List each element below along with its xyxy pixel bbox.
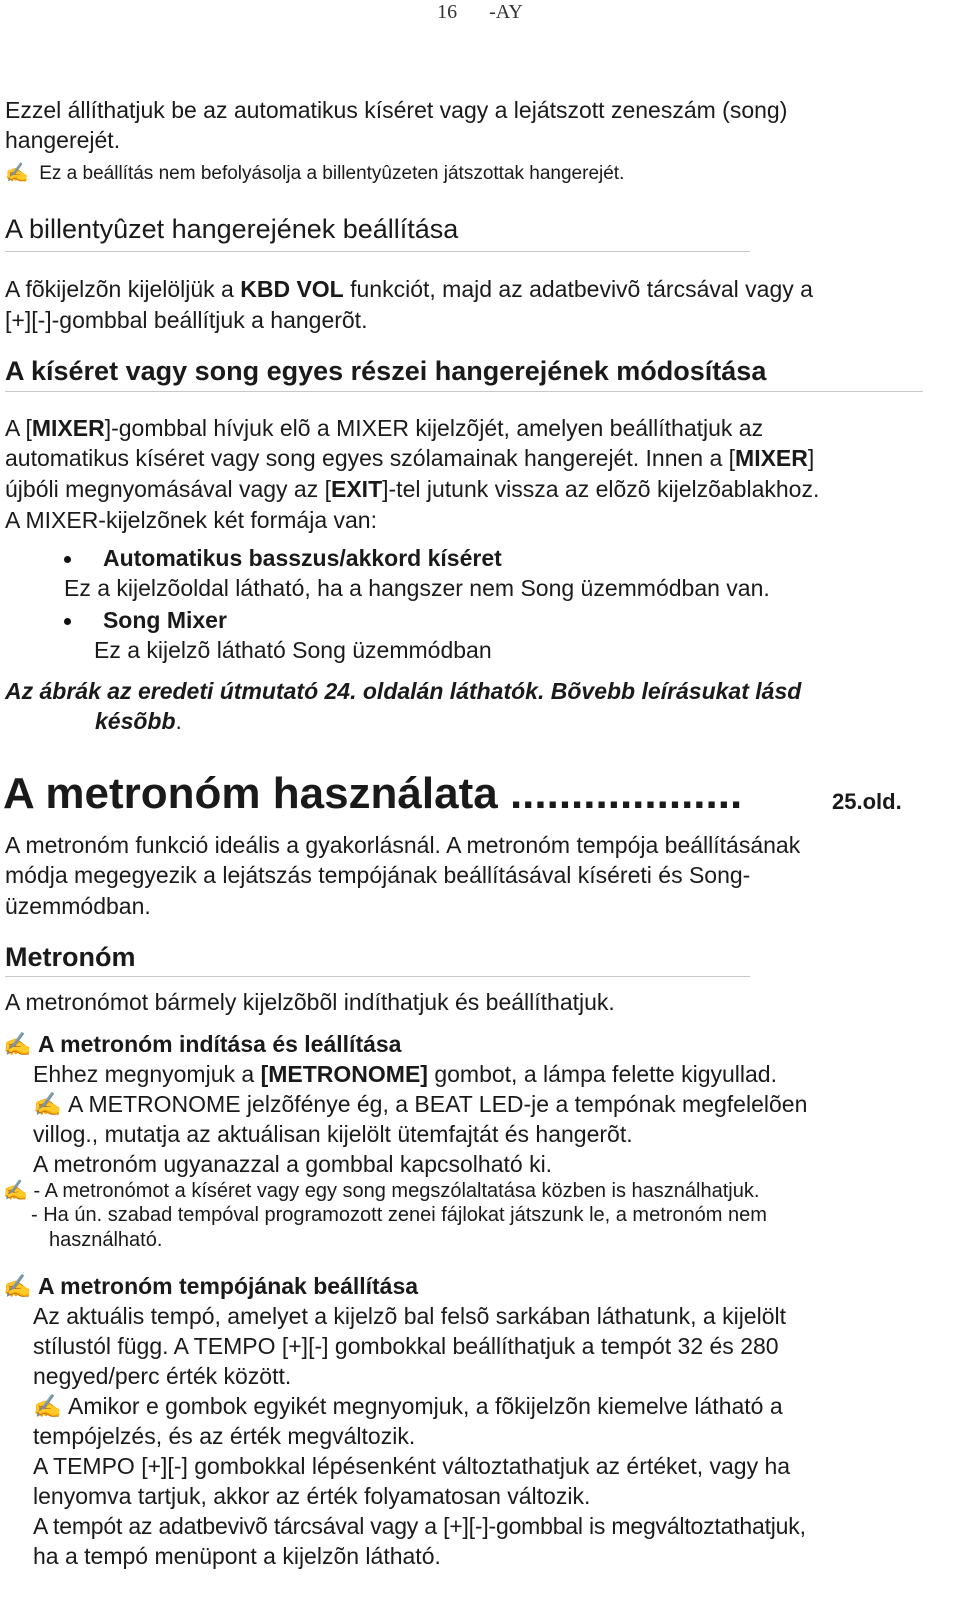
metronome-line-1: A metronóm funkció ideális a gyakorlásnál. A metronóm tempója beállításának — [5, 832, 801, 858]
writing-hand-icon: ✍ — [33, 1393, 62, 1419]
tempo-title: ✍ A metronóm tempójának beállítása — [3, 1273, 419, 1299]
bullet-icon — [64, 618, 71, 625]
mixer-heading: A kíséret vagy song egyes részei hangerejének módosítása — [5, 356, 767, 386]
tempo-note-1: ✍ Amikor e gombok egyikét megnyomjuk, a fõkijelzõn kiemelve látható a — [33, 1393, 783, 1419]
writing-hand-icon: ✍ — [3, 1031, 32, 1057]
intro-note: ✍ Ez a beállítás nem befolyásolja a billentyûzeten játszottak hangerejét. — [5, 161, 624, 187]
tempo-line-2: stílustól függ. A TEMPO [+][-] gombokkal beállíthatjuk a tempót 32 és 280 — [33, 1333, 779, 1359]
writing-hand-icon: ✍ — [3, 1273, 32, 1299]
heading-rule — [5, 976, 750, 977]
mixer-line-4: A MIXER-kijelzõnek két formája van: — [5, 507, 377, 533]
start-stop-title: ✍ A metronóm indítása és leállítása — [3, 1031, 402, 1057]
intro-line-2: hangerejét. — [5, 127, 121, 153]
mixer-line-3: újbóli megnyomásával vagy az [EXIT]-tel jutunk vissza az elõzõ kijelzõablakhoz. — [5, 476, 820, 502]
list-item-description: Ez a kijelzõ látható Song üzemmódban — [94, 637, 492, 663]
heading-rule — [5, 251, 750, 252]
mixer-line-1: A [MIXER]-gombbal hívjuk elõ a MIXER kijelzõjét, amelyen beállíthatjuk az — [5, 415, 764, 441]
kbd-paragraph-line-2: [+][-]-gombbal beállítjuk a hangerõt. — [5, 307, 368, 333]
list-item: Song Mixer — [64, 605, 227, 635]
heading-rule — [5, 391, 923, 392]
kbd-paragraph-line-1: A fõkijelzõn kijelöljük a KBD VOL funkciót, majd az adatbevivõ tárcsával vagy a — [5, 276, 813, 302]
writing-hand-icon: ✍ — [3, 1180, 28, 1202]
start-stop-line-1: Ehhez megnyomjuk a [METRONOME] gombot, a lámpa felette kigyullad. — [33, 1061, 777, 1087]
metronome-title: A metronóm használata ................... — [3, 769, 743, 818]
metronome-line-3: üzemmódban. — [5, 893, 151, 919]
tempo-line-3: negyed/perc érték között. — [33, 1363, 292, 1389]
page-header — [0, 0, 960, 24]
list-item-description: Ez a kijelzõoldal látható, ha a hangszer nem Song üzemmódban van. — [64, 575, 770, 601]
intro-line-1: Ezzel állíthatjuk be az automatikus kíséret vagy a lejátszott zeneszám (song) — [5, 97, 788, 123]
tempo-line-9: ha a tempó menüpont a kijelzõn látható. — [33, 1543, 441, 1569]
mixer-line-2: automatikus kíséret vagy song egyes szólamainak hangerejét. Innen a [MIXER] — [5, 445, 815, 471]
tempo-line-7: lenyomva tartjuk, akkor az érték folyamatosan változik. — [33, 1483, 591, 1509]
header-suffix: -AY — [489, 1, 523, 23]
start-stop-note-1: ✍ A METRONOME jelzõfénye ég, a BEAT LED-je a tempónak megfelelõen — [33, 1091, 808, 1117]
writing-hand-icon: ✍ — [5, 163, 29, 184]
metronome-sub-paragraph: A metronómot bármely kijelzõbõl indíthatjuk és beállíthatjuk. — [5, 989, 615, 1015]
tempo-line-8: A tempót az adatbevivõ tárcsával vagy a [+][-]-gombbal is megváltoztathatjuk, — [33, 1513, 806, 1539]
bullet-icon — [64, 556, 71, 563]
page-reference: 25.old. — [832, 789, 902, 814]
small-note-3: használható. — [49, 1229, 163, 1251]
tempo-line-6: A TEMPO [+][-] gombokkal lépésenként változtathatjuk az értéket, vagy ha — [33, 1453, 791, 1479]
tempo-note-2: tempójelzés, és az érték megváltozik. — [33, 1423, 416, 1449]
small-note-2: - Ha ún. szabad tempóval programozott zenei fájlokat játszunk le, a metronóm nem — [31, 1204, 767, 1226]
list-item: Automatikus basszus/akkord kíséret — [64, 543, 502, 573]
start-stop-line-3: A metronóm ugyanazzal a gombbal kapcsolható ki. — [33, 1151, 553, 1177]
kbd-volume-heading: A billentyûzet hangerejének beállítása — [5, 214, 459, 244]
small-note-1: ✍ - A metronómot a kíséret vagy egy song megszólaltatása közben is használhatjuk. — [3, 1178, 759, 1205]
metronome-subheading: Metronóm — [5, 942, 136, 972]
reference-line-2: késõbb. — [95, 708, 182, 734]
page-number: 16 — [437, 1, 458, 23]
tempo-line-1: Az aktuális tempó, amelyet a kijelzõ bal felsõ sarkában láthatunk, a kijelölt — [33, 1303, 787, 1329]
metronome-line-2: módja megegyezik a lejátszás tempójának beállításával kíséreti és Song- — [5, 862, 751, 888]
writing-hand-icon: ✍ — [33, 1091, 62, 1117]
reference-line-1: Az ábrák az eredeti útmutató 24. oldalán láthatók. Bõvebb leírásukat lásd — [5, 678, 802, 704]
start-stop-note-2: villog., mutatja az aktuálisan kijelölt ütemfajtát és hangerõt. — [33, 1121, 633, 1147]
